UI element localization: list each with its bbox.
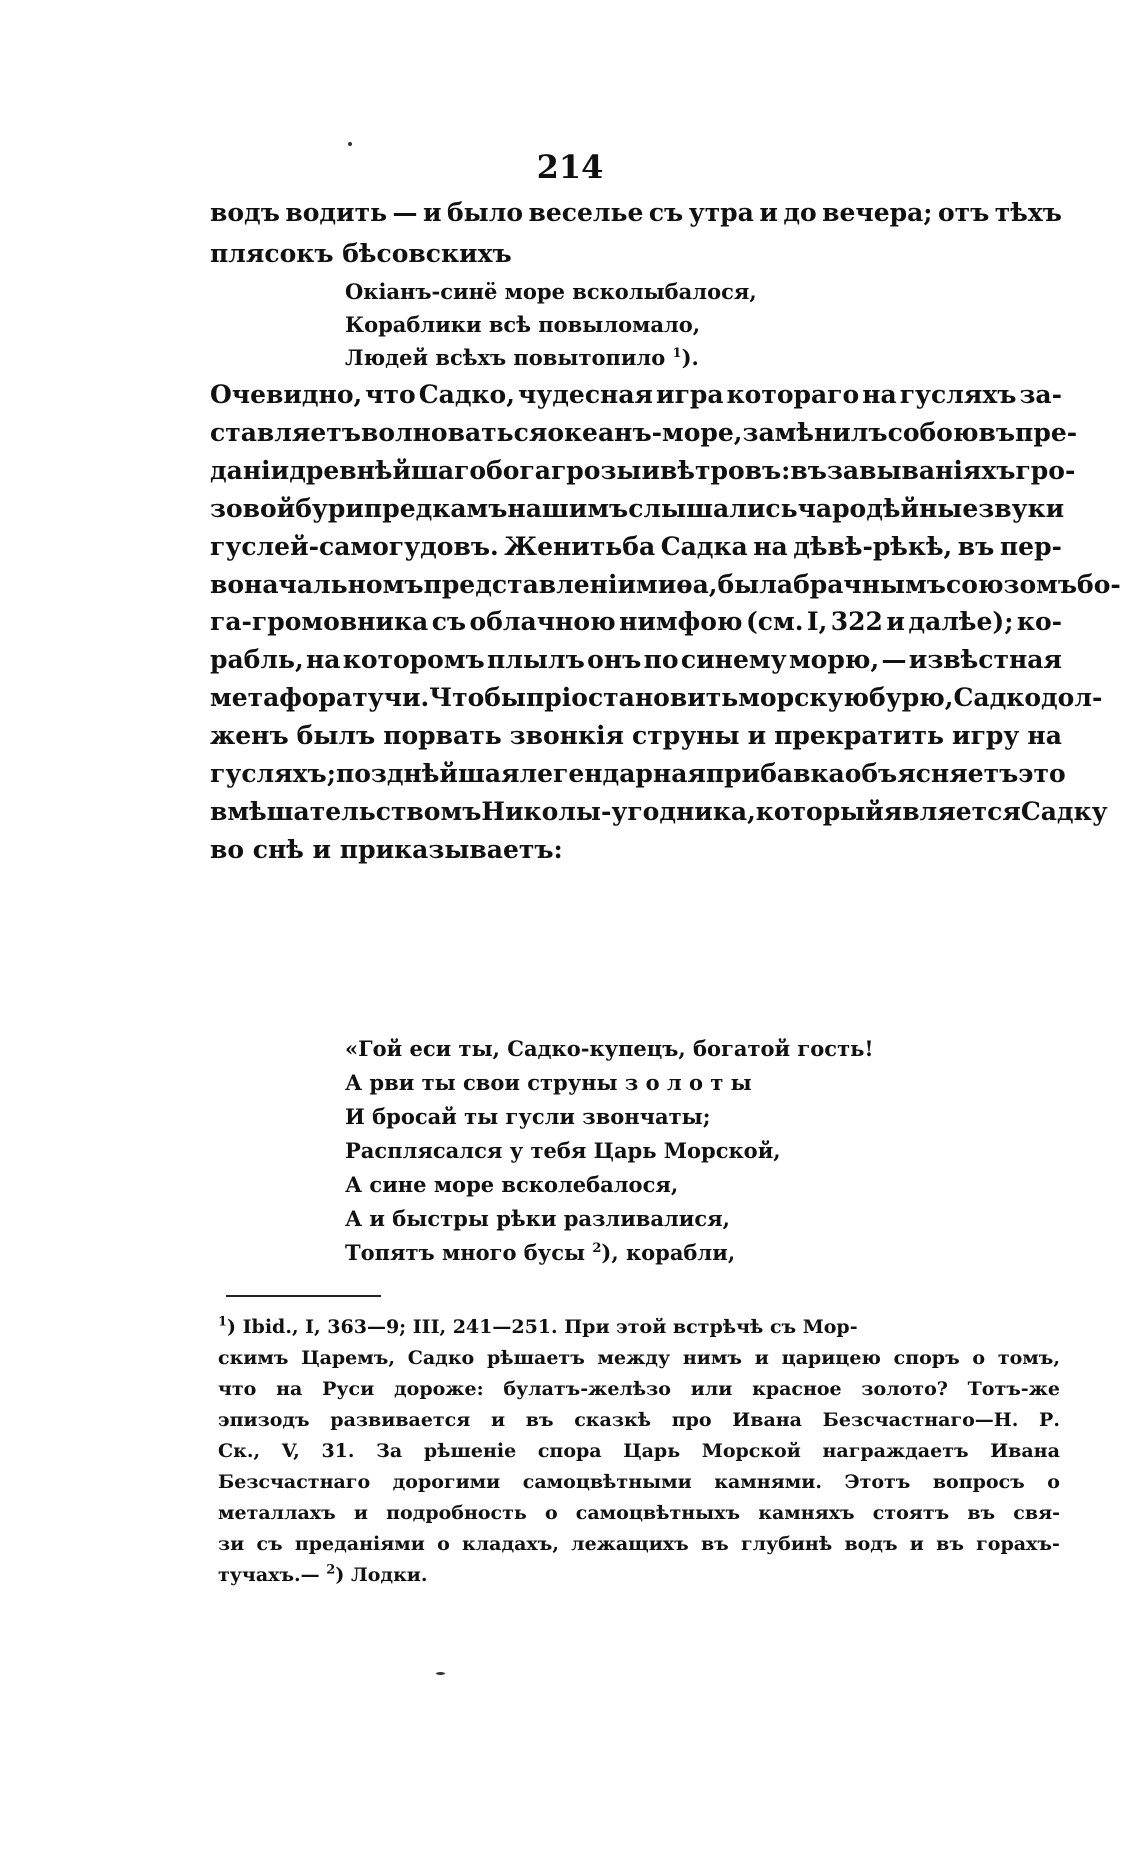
word: грозы [550,455,642,485]
word: Царемъ, [301,1347,395,1369]
word: женъ [210,721,289,751]
word: брачнымъ [793,569,946,599]
word: съ [256,1533,283,1555]
footnote-ref-1: 1 [672,346,682,361]
word: звонкія [509,721,624,751]
word: собою [887,417,979,447]
word: V, [281,1440,300,1462]
word: металлахъ [218,1502,336,1524]
verse-line-text: Топятъ много бусы [345,1240,586,1265]
word: тѣхъ [994,198,1062,227]
word: на [276,1378,303,1400]
word: — [392,198,418,227]
word: облачною [469,607,616,637]
word: союзомъ [945,569,1078,599]
word: звуки [978,493,1065,523]
word: рѣшеніе [423,1440,517,1462]
word: золото? [861,1378,948,1400]
word: скимъ [218,1347,289,1369]
word: порвать [383,721,502,751]
word: на [305,645,341,675]
verse-line: А сине море всколебалося, [345,1172,679,1197]
verse-quote-sea [345,275,757,374]
word: игру [952,721,1020,751]
word: царицею [781,1347,881,1369]
word: о [437,1533,450,1555]
footnotes [218,1312,1060,1591]
footnote-line [218,1374,1060,1405]
word: въ [790,455,827,485]
word: Садко [953,683,1042,713]
word: и [422,198,442,227]
word: сказкѣ [574,1409,652,1431]
intro-line [210,192,1062,233]
word: самоцвѣтныхъ [575,1502,741,1524]
word: далѣе); [908,607,1014,637]
word: Садко [407,1347,475,1369]
paragraph-line: во снѣ и приказываетъ: [210,834,563,864]
word: бури [295,493,364,523]
word: Руси [322,1378,375,1400]
word: Чтобы [429,683,526,713]
word: и [747,721,767,751]
word: Садко, [418,380,515,409]
word: въ [978,417,1016,447]
footnote-line [218,1343,1060,1374]
word: свя- [1013,1502,1060,1524]
word: вечера; [822,198,933,227]
paragraph-line [210,755,1066,793]
footnote-line [218,1312,1060,1343]
word: зовой [210,493,296,523]
word: кладахъ, [462,1533,559,1555]
word: чудесная [517,380,654,409]
word: о [544,1502,558,1524]
word: 31. [321,1440,355,1462]
word: Ивана [990,1440,1060,1462]
verse-quote-sea-king [345,1032,874,1270]
word: миѳа, [636,569,718,599]
word: которомъ [342,645,485,675]
word: гусляхъ [899,380,1017,409]
word: отъ [937,198,990,227]
footnote-line [218,1529,1060,1560]
word: извѣстная [908,645,1062,675]
word: съ [648,198,684,227]
word: между [597,1347,671,1369]
verse-line [345,1236,874,1270]
word: Р. [1039,1409,1060,1431]
footnote-line [218,1405,1060,1436]
word: плылъ [487,645,585,675]
word: волноваться [360,417,548,447]
footnote-marker-1: 1 [218,1314,228,1330]
word: котораго [726,380,860,409]
word: позднѣйшая [335,759,520,789]
word: утра [688,198,754,227]
word: горахъ- [976,1533,1060,1555]
word: чародѣйные [797,493,979,523]
paragraph-line [210,717,1062,755]
word: на [753,531,788,561]
word: гусляхъ; [210,759,336,789]
footnote-line [218,1498,1060,1529]
word: бо- [1077,569,1121,599]
word: въ [525,1409,554,1431]
footnote-ref-2: 2 [592,1241,602,1256]
word: и [490,1409,506,1431]
word: что [365,380,416,409]
intro-line: плясокъ бѣсовскихъ [210,239,512,268]
word: и [886,607,905,637]
word: воначальномъ [210,569,424,599]
footnote-2-text: ) Лодки. [335,1564,428,1586]
word: Николы-угодника, [481,796,756,826]
word: Царь [623,1440,681,1462]
word: Безсчастнаго—Н. [822,1409,1019,1431]
word: и [909,1533,924,1555]
footnote-end-text: тучахъ.— [218,1564,320,1586]
word: бурю, [869,683,954,713]
word: га-громовника [210,607,429,637]
verse-line: А рви ты свои струны з о л о т ы [345,1070,752,1095]
word: о [1047,1471,1060,1493]
word: морскую [738,683,870,713]
word: Морской [701,1440,801,1462]
word: въ [967,1502,996,1524]
word: лежащихъ [571,1533,689,1555]
paragraph-line [210,490,1065,528]
word: 322 [830,607,883,637]
word: было [446,198,524,227]
word: океанъ-море, [547,417,743,447]
word: о [972,1347,986,1369]
word: и [641,455,661,485]
intro-paragraph [210,192,1062,274]
word: Садку [1020,796,1108,826]
word: ко- [1016,607,1062,637]
word: или [690,1378,733,1400]
word: и [754,1347,769,1369]
footnote-line [218,1436,1060,1467]
word: награждаетъ [822,1440,969,1462]
verse-line: «Гой еси ты, Садко-купецъ, богатой гость! [345,1036,874,1061]
word: рѣшаетъ [486,1347,585,1369]
word: пре- [1015,417,1078,447]
paragraph-line [210,566,1121,604]
word: нимъ [682,1347,742,1369]
word: вѣтровъ: [660,455,791,485]
word: въ [957,531,995,561]
word: дол- [1041,683,1103,713]
word: по [643,645,679,675]
word: Очевидно, [210,380,363,409]
footnote-line [218,1467,1060,1498]
word: глубинѣ [740,1533,833,1555]
word: является [883,796,1021,826]
word: красное [752,1378,842,1400]
word: пріостановить [526,683,739,713]
word: водъ [844,1533,898,1555]
word: онъ [587,645,642,675]
word: прекратить [774,721,945,751]
word: ставляетъ [210,417,361,447]
word: преданіями [294,1533,425,1555]
word: представленіи [423,569,637,599]
word: Ивана [732,1409,802,1431]
word: слышались [628,493,798,523]
word: тучи. [352,683,430,713]
word: пер- [999,531,1062,561]
word: стоятъ [872,1502,950,1524]
word: гро- [1015,455,1076,485]
word: замѣнилъ [742,417,888,447]
paragraph-line [210,376,1062,414]
word: эпизодъ [218,1409,310,1431]
verse-line: Расплясался у тебя Царь Морской, [345,1138,781,1163]
word: объясняетъ [844,759,1019,789]
word: завываніяхъ [826,455,1016,485]
verse-line-tail: ), корабли, [601,1240,736,1265]
word: что [218,1378,257,1400]
word: зи [218,1533,245,1555]
word: прибавка [705,759,845,789]
word: Ск., [218,1440,261,1462]
paragraph-line [210,414,1078,452]
scan-speck [348,142,352,146]
verse-line [345,341,757,374]
verse-line: И бросай ты гусли звончаты; [345,1104,711,1129]
word: Садка [660,531,748,561]
word: рабль, [210,645,304,675]
word: бога [486,455,551,485]
verse-line: А и быстры рѣки разливалися, [345,1206,730,1231]
word: былъ [296,721,376,751]
verse-line: Окіанъ-синё море всколыбалося, [345,279,757,304]
word: который [755,796,884,826]
word: нашимъ [507,493,629,523]
word: (см. [745,607,804,637]
word: гуслей-самогудовъ. [210,531,499,561]
paragraph-line [210,793,1108,831]
word: древнѣйшаго [289,455,487,485]
paragraph-line [210,528,1062,566]
word: камнями. [714,1471,822,1493]
footnote-divider [226,1295,381,1297]
footnote-1-first [218,1312,858,1343]
word: на [862,380,897,409]
word: камняхъ [758,1502,855,1524]
word: водъ [210,198,280,227]
word: дорогими [392,1471,501,1493]
word: и [759,198,778,227]
word: до [783,198,817,227]
footnote-line [218,1560,1060,1591]
footnote-marker-2: 2 [326,1562,336,1578]
word: Женитьба [504,531,656,561]
word: синему [680,645,787,675]
word: — [881,645,907,675]
word: развивается [330,1409,471,1431]
word: на [1027,721,1062,751]
word: Безсчастнаго [218,1471,371,1493]
paragraph-line [210,679,1103,717]
word: спора [537,1440,602,1462]
paragraph-line [210,452,1076,490]
word: въ [936,1533,964,1555]
scan-speck [436,1672,445,1675]
footnote-1-text: ) Ibid., I, 363—9; III, 241—251. При этой встрѣчѣ съ Мор- [227,1316,858,1338]
main-paragraph [210,376,1121,869]
word: предкамъ [363,493,508,523]
word: дороже: [394,1378,484,1400]
word: I, [806,607,828,637]
word: Тотъ-же [967,1378,1060,1400]
word: игра [656,380,724,409]
word: за- [1019,380,1062,409]
word: вмѣшательствомъ [210,796,482,826]
word: морю, [788,645,880,675]
word: подробность [386,1502,527,1524]
word: водить [285,198,388,227]
page-number: 214 [536,148,604,186]
word: въ [700,1533,729,1555]
verse-line: Кораблики всѣ повыломало, [345,312,701,337]
word: За [376,1440,403,1462]
word: нимфою [619,607,743,637]
word: даніи [210,455,290,485]
word: споръ [893,1347,960,1369]
word: дѣвѣ-рѣкѣ, [793,531,953,561]
word: была [717,569,794,599]
word: томъ, [997,1347,1060,1369]
word: Этотъ [844,1471,911,1493]
word: это [1018,759,1066,789]
word: метафора [210,683,353,713]
word: самоцвѣтными [522,1471,692,1493]
verse-line-tail: ). [681,345,699,370]
verse-line-text: Людей всѣхъ повытопило [345,345,666,370]
word: струны [632,721,740,751]
word: съ [431,607,467,637]
word: вопросъ [932,1471,1025,1493]
word: и [353,1502,368,1524]
word: легендарная [519,759,706,789]
paragraph-line [210,603,1062,641]
paragraph-line [210,641,1062,679]
word: булатъ-желѣзо [503,1378,671,1400]
word: про [671,1409,712,1431]
word: веселье [528,198,644,227]
